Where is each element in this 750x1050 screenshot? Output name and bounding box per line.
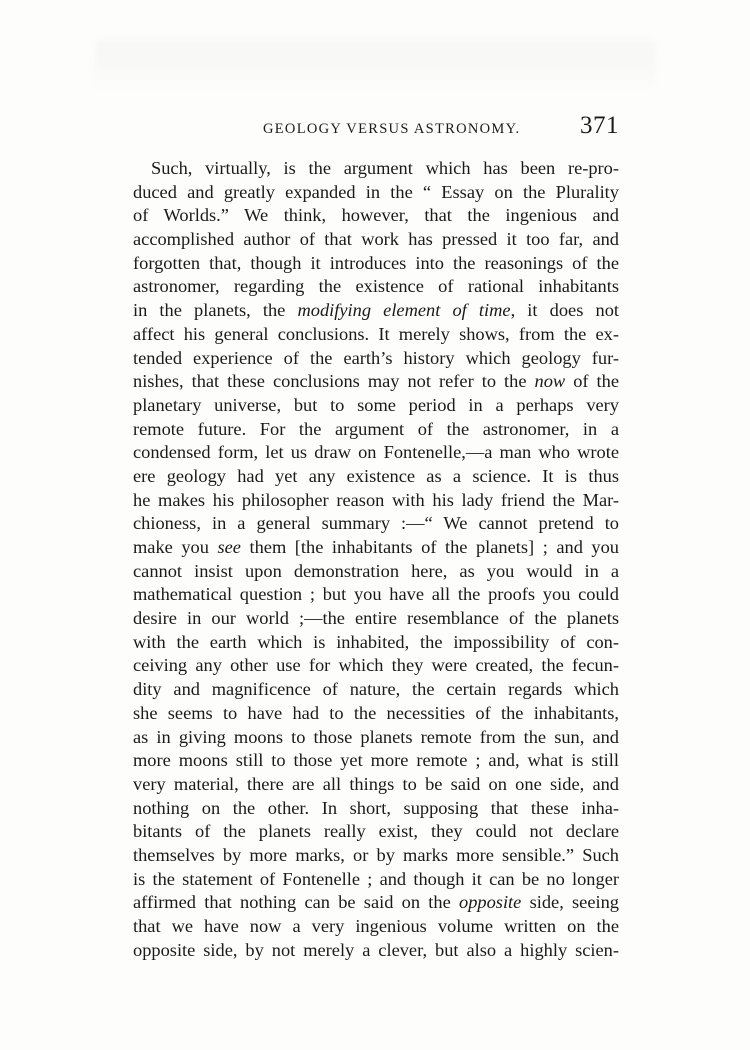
text-line: themselves by more marks, or by marks more sensible.” Such	[133, 844, 619, 865]
running-head	[133, 110, 619, 144]
text-line: ere geology had yet any existence as a science. It is thus	[133, 465, 619, 486]
text-line: of Worlds.” We think, however, that the ingenious and	[133, 205, 619, 226]
text-line: affirmed that nothing can be said on the opposite side, seeing	[133, 892, 620, 913]
text-line: she seems to have had to the necessities of the inhabitants,	[133, 702, 619, 723]
text-line: planetary universe, but to some period in a perhaps very	[133, 394, 619, 415]
text-line: duced and greatly expanded in the “ Essay on the Plurality	[133, 181, 619, 202]
text-line: nothing on the other. In short, supposing that these inha-	[133, 797, 619, 818]
text-line: more moons still to those yet more remote ; and, what is still	[133, 750, 619, 771]
text-line: opposite side, by not merely a clever, but also a highly scien-	[133, 939, 619, 960]
running-title: GEOLOGY VERSUS ASTRONOMY.	[263, 121, 521, 137]
italic-word: now	[534, 371, 566, 392]
italic-word: see	[217, 537, 241, 557]
text-line: cannot insist upon demonstration here, as you would in a	[133, 560, 619, 581]
text-line: make you see them [the inhabitants of the planets] ; and you	[133, 537, 619, 557]
italic-phrase: modifying element of time	[297, 300, 511, 321]
text-line: bitants of the planets really exist, they could not declare	[133, 821, 619, 842]
text-line: desire in our world ;—the entire resemblance of the planets	[133, 608, 619, 629]
text-line: chioness, in a general summary :—“ We cannot pretend to	[133, 513, 619, 534]
text-line: remote future. For the argument of the astronomer, in a	[133, 418, 619, 439]
text-line: with the earth which is inhabited, the impossibility of con-	[133, 631, 619, 652]
text-line: is the statement of Fontenelle ; and though it can be no longer	[133, 868, 619, 889]
text-line: tended experience of the earth’s history which geology fur-	[133, 347, 619, 368]
text-line: as in giving moons to those planets remote from the sun, and	[133, 726, 619, 747]
text-line: forgotten that, though it introduces into the reasonings of the	[133, 252, 619, 273]
text-line: dity and magnificence of nature, the certain regards which	[133, 679, 619, 700]
text-line: in the planets, the modifying element of time, it does not	[133, 300, 620, 321]
page-number: 371	[580, 112, 619, 139]
show-through-smudge	[95, 40, 655, 88]
text-line: affect his general conclusions. It merely shows, from the ex-	[133, 323, 619, 344]
italic-word: opposite	[459, 892, 522, 913]
text-line: mathematical question ; but you have all the proofs you could	[133, 584, 619, 605]
text-line: nishes, that these conclusions may not refer to the now of the	[133, 371, 619, 392]
text-line: that we have now a very ingenious volume written on the	[133, 916, 619, 936]
text-line: accomplished author of that work has pressed it too far, and	[133, 229, 619, 250]
text-line: very material, there are all things to be said on one side, and	[133, 773, 619, 794]
text-line: he makes his philosopher reason with his lady friend the Mar-	[133, 489, 619, 510]
body-text	[133, 157, 619, 962]
text-line: condensed form, let us draw on Fontenelle,—a man who wrote	[133, 442, 619, 463]
text-line: Such, virtually, is the argument which has been re-pro-	[151, 158, 619, 178]
text-line: astronomer, regarding the existence of rational inhabitants	[133, 276, 619, 297]
text-line: ceiving any other use for which they were created, the fecun-	[133, 655, 619, 676]
